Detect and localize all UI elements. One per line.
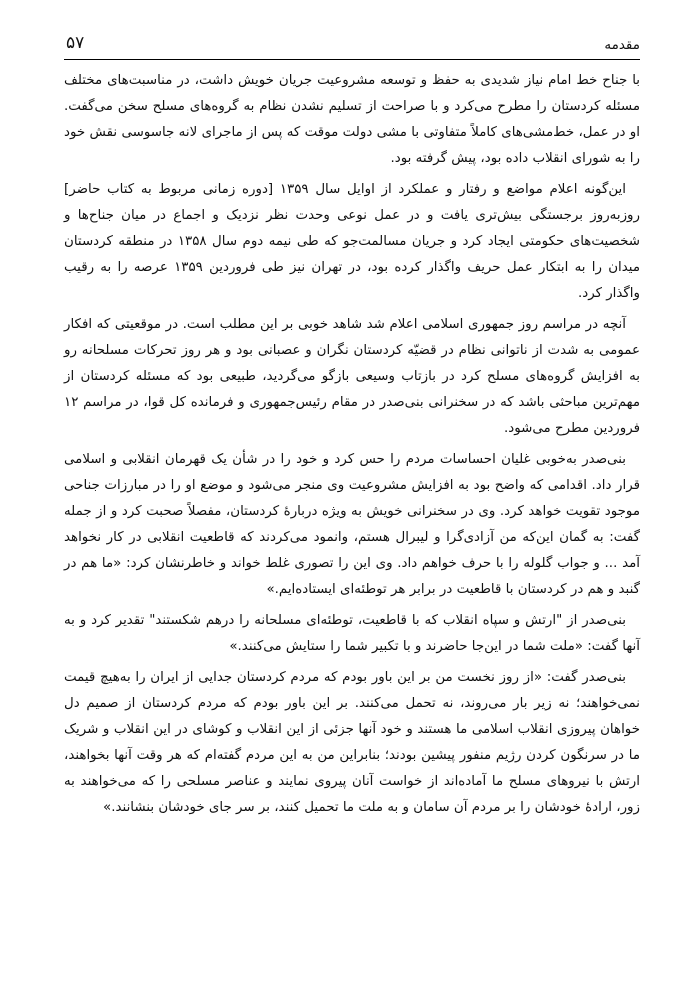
paragraph-1: با جناح خط امام نیاز شدیدی به حفظ و توسعه مشروعیت جریان خویش داشت، در مناسبت‌های مختلف مسئله کردستان را مطرح می‌کرد و با صراحت از تسلیم نشدن نظام به گروه‌های مسلح سخن می‌گفت. او در عمل، خط‌مشی‌های کاملاً متفاوتی با مشی دولت موقت که پس از ماجرای لانه جاسوسی نقش خود را به شورای انقلاب داده بود، پیش گرفته بود. [64,73,640,166]
paragraph-5: بنی‌صدر از "ارتش و سپاه انقلاب که با قاطعیت، توطئه‌ای مسلحانه را درهم شکستند" تقدیر کرد و به آنها گفت: «ملت شما در این‌جا حاضرند و با تکبیر شما را ستایش می‌کنند.» [64,613,640,654]
body-text [64,68,640,826]
paragraph-4: بنی‌صدر به‌خوبی غلیان احساسات مردم را حس کرد و خود را در شأن یک قهرمان انقلابی و اسلامی قرار داد. اقدامی که واضح بود به افزایش مشروعیت وی منجر می‌شود و موضع او را در مبارزات جناحی موجود تقویت خواهد کرد. وی در سخنرانی خویش به ویژه دربارهٔ کردستان، مفصلاً صحبت کرد و از جمله گفت: به گمان این‌که من آزادی‌گرا و لیبرال هستم، وانمود می‌کردند که قاطعیت انقلابی در کار نخواهد آمد ... و جواب گلوله را با حرف خواهم داد. وی این را تصوری غلط خواند و خاطرنشان کرد: «ما هم در گنبد و هم در کردستان با قاطعیت در برابر هر توطئه‌ای ایستاده‌ایم.» [64,452,640,597]
page-header [64,32,640,58]
paragraph-6: بنی‌صدر گفت: «از روز نخست من بر این باور بودم که مردم کردستان جدایی از ایران را به‌هیچ قیمت نمی‌خواهند؛ نه زیر بار می‌روند، نه تحمل می‌کنند. بر این باور بودم که مردم کردستان از صمیم دل خواهان پیروزی انقلاب اسلامی ما هستند و خود آنها جزئی از این انقلاب و کوشای در این انقلاب و شریک ما در سرنگون کردن رژیم منفور پیشین بودند؛ بنابراین من به این مردم گفته‌ام که هر وقت آنها بخواهند، ارتش با نیروهای مسلح ما آماده‌اند از خواست آنان پیروی نمایند و عناصر مسلحی را که می‌خواهند به زور، ارادهٔ خودشان را بر مردم آن سامان و به ملت ما تحمیل کنند، بر سر جای خودشان بنشانند.» [64,670,640,815]
running-head-title: مقدمه [604,37,640,53]
paragraph-3: آنچه در مراسم روز جمهوری اسلامی اعلام شد شاهد خوبی بر این مطلب است. در موقعیتی که افکار عمومی به شدت از ناتوانی نظام در قضیّه کردستان نگران و عصبانی بود و هر روز تحرکات مسلحانه رو به افزایش گروه‌های مسلح کرد در بازتاب وسیعی بازگو می‌گردید، طبیعی بود که مسئله کردستان از مهم‌ترین مباحثی باشد که در سخنرانی بنی‌صدر در مقام رئیس‌جمهوری و فرمانده کل قوا، در مراسم ۱۲ فروردین مطرح می‌شود. [64,317,640,436]
paragraph-2: این‌گونه اعلام مواضع و رفتار و عملکرد از اوایل سال ۱۳۵۹ [دوره زمانی مربوط به کتاب حاضر] روزبه‌روز برجستگی بیش‌تری یافت و در عمل نوعی وحدت نظر نزدیک و اجماع در میان جناح‌ها و شخصیت‌های حکومتی ایجاد کرد و جریان مسالمت‌جو که طی نیمه دوم سال ۱۳۵۸ در منطقه کردستان میدان را به ابتکار عمل حریف واگذار کرده بود، در تهران نیز طی فروردین ۱۳۵۹ عرصه را به رقیب واگذار کرد. [64,182,640,301]
header-divider [64,59,640,60]
page-number: ۵۷ [66,33,85,53]
